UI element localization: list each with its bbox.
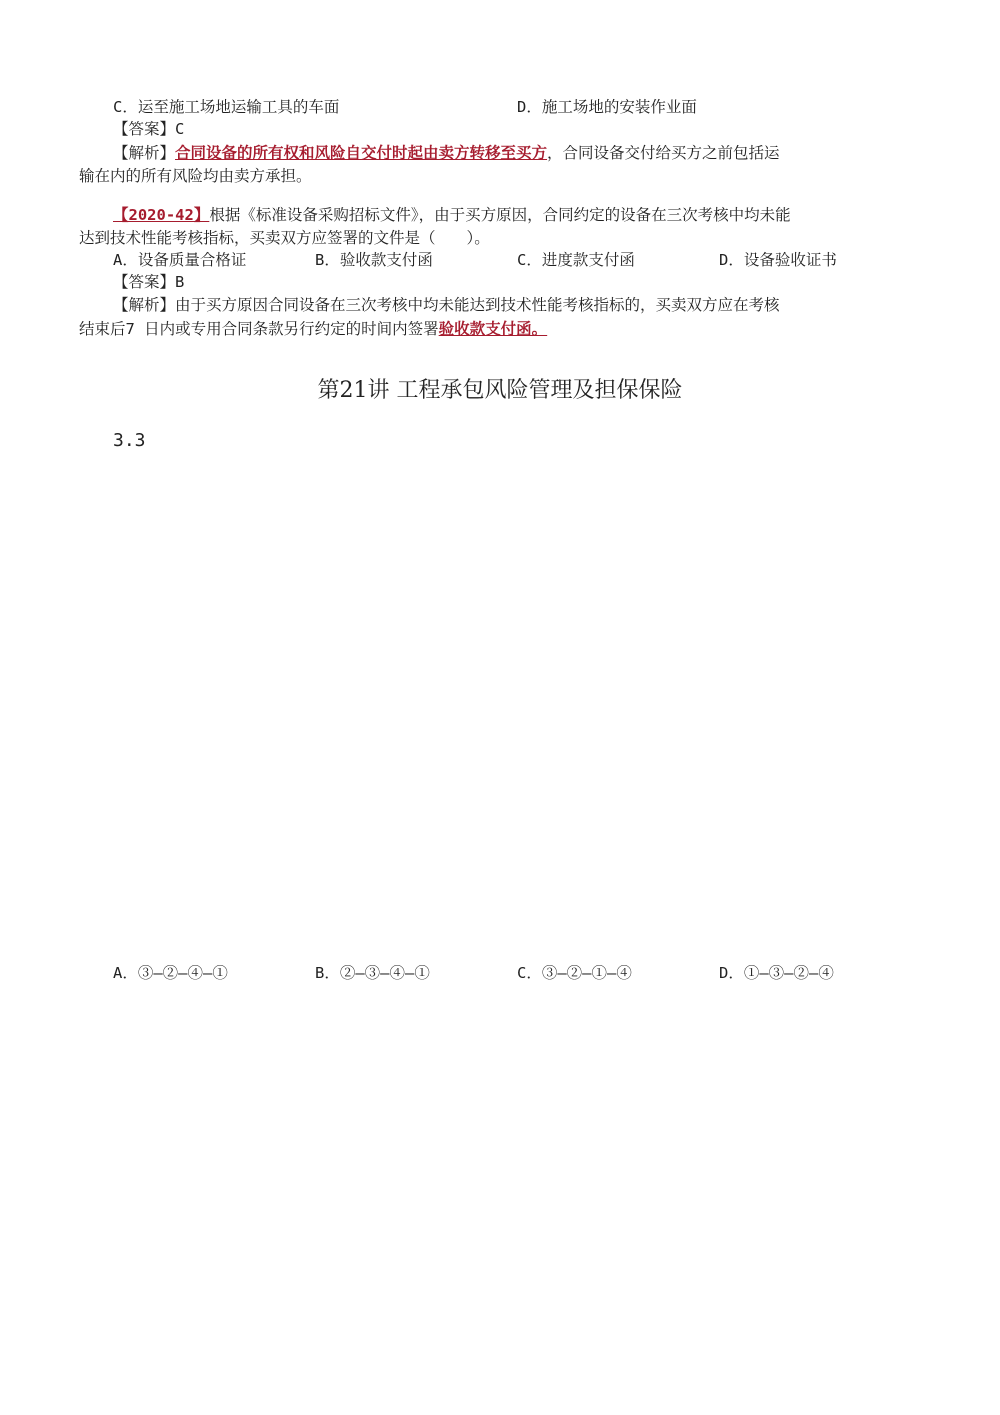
q2-answer [113,271,184,293]
analysis-text: 结束后7 日内或专用合同条款另行约定的时间内签署 [79,320,439,338]
q1-analysis-line1 [113,142,780,164]
q1-option-c: C．运至施工场地运输工具的车面 [113,98,340,116]
analysis-text: ，合同设备交付给买方之前包括运 [547,144,780,162]
answer-value: B [175,273,185,291]
section-heading: 第21讲 工程承包风险管理及担保保险 [317,378,683,403]
q2-stem-line1 [113,204,791,226]
q3-option-d: D．①—③—②—④ [719,964,834,982]
q2-stem-line2: 达到技术性能考核指标，买卖双方应签署的文件是（ ）。 [79,229,490,247]
q2-analysis-line1 [113,294,780,316]
q1-option-d: D．施工场地的安装作业面 [517,98,697,116]
analysis-label: 【解析】 [113,144,176,162]
section-number: 3.3 [113,430,146,451]
answer-value: C [175,120,185,138]
analysis-highlight: 验收款支付函。 [438,320,548,338]
q2-option-c: C．进度款支付函 [517,251,635,269]
analysis-text: 由于买方原因合同设备在三次考核中均未能达到技术性能考核指标的，买卖双方应在考核 [175,296,780,314]
q2-analysis-line2 [79,318,547,340]
q2-option-d: D．设备验收证书 [719,251,837,269]
q2-option-a: A．设备质量合格证 [113,251,247,269]
q1-answer [113,118,184,140]
answer-label: 【答案】 [113,273,176,291]
q1-analysis-line2: 输在内的所有风险均由卖方承担。 [79,167,312,185]
question-tag: 【2020-42】 [113,206,210,224]
answer-label: 【答案】 [113,120,176,138]
question-stem: 根据《标准设备采购招标文件》，由于买方原因，合同约定的设备在三次考核中均未能 [209,206,791,224]
q2-option-b: B．验收款支付函 [315,251,433,269]
q3-option-c: C．③—②—①—④ [517,964,632,982]
analysis-highlight: 合同设备的所有权和风险自交付时起由卖方转移至买方 [175,144,548,162]
q3-option-a: A．③—②—④—① [113,964,228,982]
q3-option-b: B．②—③—④—① [315,964,430,982]
analysis-label: 【解析】 [113,296,176,314]
